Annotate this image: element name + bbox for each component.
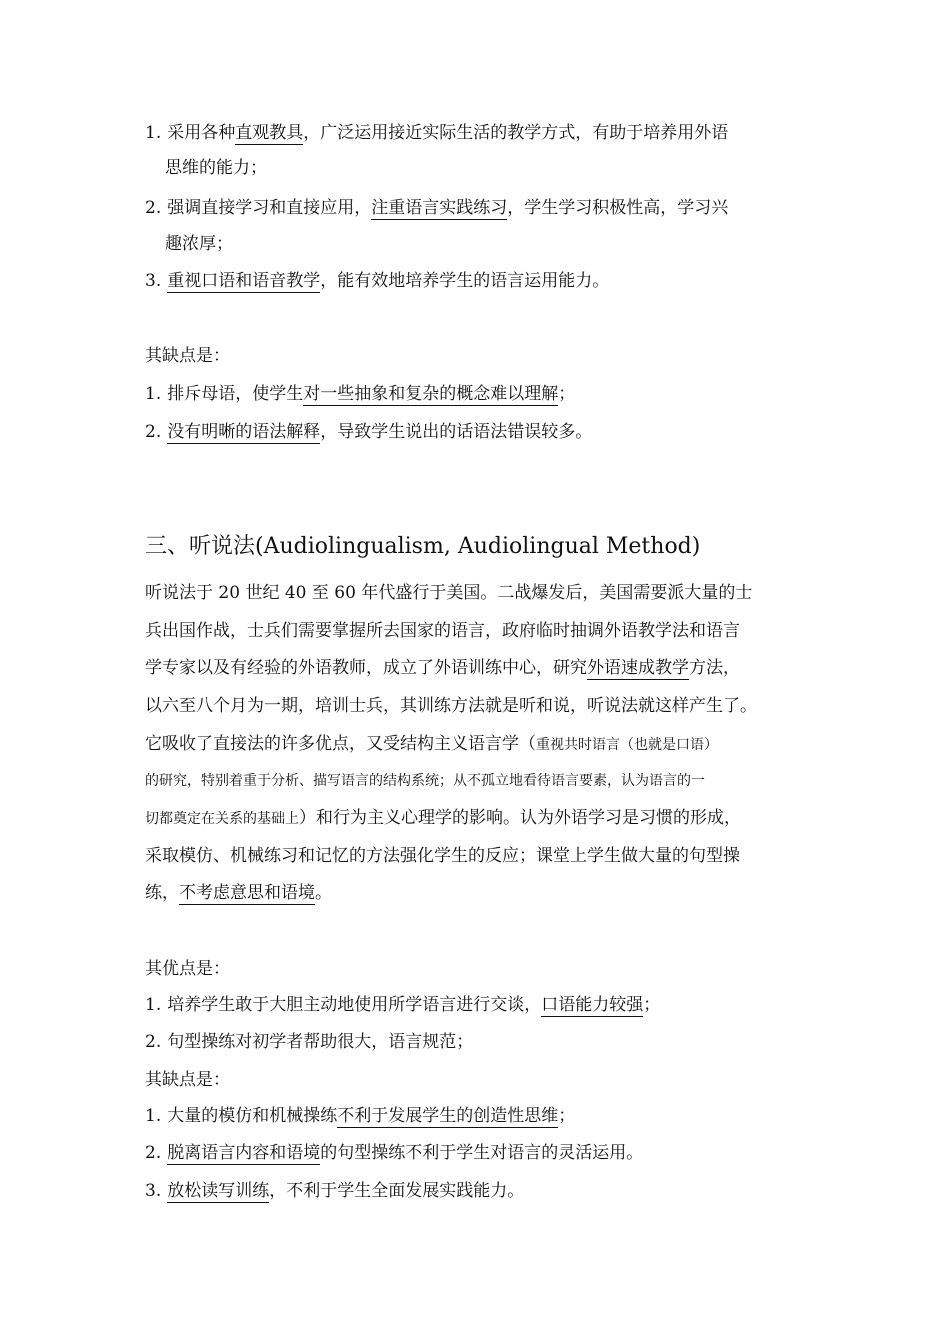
list-item: 2. 强调直接学习和直接应用，注重语言实践练习，学生学习积极性高，学习兴 (145, 198, 729, 218)
section-title: 三、听说法(Audiolingualism, Audiolingual Method) (145, 534, 701, 559)
pros-label: 其优点是： (145, 959, 230, 979)
cons-label: 其缺点是： (145, 346, 230, 366)
list-item: 2. 句型操练对初学者帮助很大，语言规范； (145, 1032, 474, 1052)
list-item: 1. 培养学生敢于大胆主动地使用所学语言进行交谈，口语能力较强； (145, 995, 661, 1015)
list-item: 1. 排斥母语，使学生对一些抽象和复杂的概念难以理解； (145, 384, 576, 404)
paragraph-line: 切都奠定在关系的基础上）和行为主义心理学的影响。认为外语学习是习惯的形成， (145, 808, 741, 828)
paragraph-line: 它吸收了直接法的许多优点，又受结构主义语言学（重视共时语言（也就是口语） (145, 734, 718, 754)
paragraph-line: 学专家以及有经验的外语教师，成立了外语训练中心，研究外语速成教学方法， (145, 658, 740, 678)
list-item: 1. 大量的模仿和机械操练不利于发展学生的创造性思维； (145, 1106, 576, 1126)
list-item-continuation: 趣浓厚； (165, 234, 233, 254)
list-item: 3. 重视口语和语音教学，能有效地培养学生的语言运用能力。 (145, 271, 610, 291)
list-item: 2. 没有明晰的语法解释，导致学生说出的话语法错误较多。 (145, 422, 593, 442)
cons-label: 其缺点是： (145, 1070, 230, 1090)
paragraph-line: 练，不考虑意思和语境。 (145, 883, 332, 903)
paragraph-line: 的研究，特别着重于分析、描写语言的结构系统；从不孤立地看待语言要素，认为语言的一 (145, 773, 705, 789)
list-item-continuation: 思维的能力； (165, 158, 267, 178)
paragraph-line: 听说法于 20 世纪 40 至 60 年代盛行于美国。二战爆发后，美国需要派大量的士 (145, 583, 753, 603)
list-item: 3. 放松读写训练，不利于学生全面发展实践能力。 (145, 1181, 525, 1201)
list-item: 2. 脱离语言内容和语境的句型操练不利于学生对语言的灵活运用。 (145, 1143, 644, 1163)
paragraph-line: 采取模仿、机械练习和记忆的方法强化学生的反应；课堂上学生做大量的句型操 (145, 846, 740, 866)
paragraph-line: 兵出国作战，士兵们需要掌握所去国家的语言，政府临时抽调外语教学法和语言 (145, 621, 740, 641)
paragraph-line: 以六至八个月为一期，培训士兵，其训练方法就是听和说，听说法就这样产生了。 (145, 696, 757, 716)
list-item: 1. 采用各种直观教具，广泛运用接近实际生活的教学方式，有助于培养用外语 (145, 123, 729, 143)
